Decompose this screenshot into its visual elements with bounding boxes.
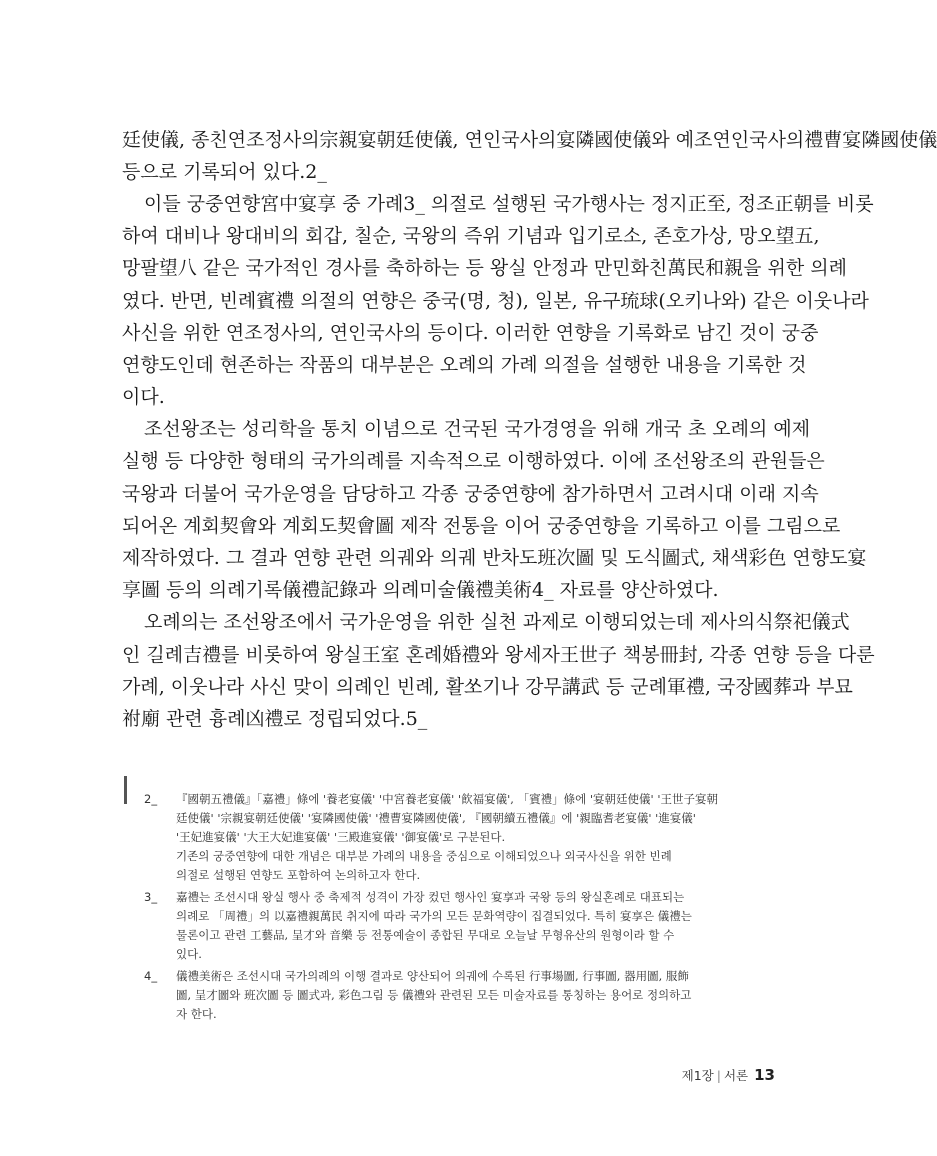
body-line: 되어온 계회契會와 계회도契會圖 제작 전통을 이어 궁중연향을 기록하고 이를 그림으로 [122, 515, 841, 537]
body-line: 였다. 반면, 빈례賓禮 의절의 연향은 중국(명, 청), 일본, 유구琉球(오키나와) 같은 이웃나라 [122, 290, 869, 312]
body-line: 국왕과 더불어 국가운영을 담당하고 각종 궁중연향에 참가하면서 고려시대 이래 지속 [122, 483, 819, 505]
body-line: 祔廟 관련 흉례凶禮로 정립되었다.5_ [122, 708, 428, 730]
footer-separator: | [716, 1068, 721, 1083]
footnote-line: '王妃進宴儀' '大王大妃進宴儀' '三殿進宴儀' '御宴儀'로 구분된다. [176, 830, 506, 844]
footnote-line: 『國朝五禮儀』「嘉禮」條에 '養老宴儀' '中宮養老宴儀' '飮福宴儀', 「賓禮」條에 '宴朝廷使儀' '王世子宴朝 [176, 792, 719, 806]
body-line: 조선왕조는 성리학을 통치 이념으로 건국된 국가경영을 위해 개국 초 오례의 예제 [144, 418, 811, 440]
body-line: 하여 대비나 왕대비의 회갑, 칠순, 국왕의 즉위 기념과 입기로소, 존호가상, 망오望五, [122, 225, 820, 247]
body-line: 실행 등 다양한 형태의 국가의례를 지속적으로 이행하였다. 이에 조선왕조의 관원들은 [122, 450, 825, 472]
footnote-line: 의절로 설행된 연향도 포함하여 논의하고자 한다. [176, 868, 421, 882]
footnote-line: 圖, 呈才圖와 班次圖 등 圖式과, 彩色그림 등 儀禮와 관련된 모든 미술자료를 통칭하는 용어로 정의하고 [176, 988, 692, 1002]
footnote-line: 嘉禮는 조선시대 왕실 행사 중 축제적 성격이 가장 컸던 행사인 宴享과 국왕 등의 왕실혼례로 대표되는 [176, 890, 685, 904]
footnote-line: 廷使儀' '宗親宴朝廷使儀' '宴隣國使儀' '禮曹宴隣國使儀', 『國朝續五禮儀』에 '親臨耆老宴儀' '進宴儀' [176, 811, 696, 825]
body-line: 연향도인데 현존하는 작품의 대부분은 오례의 가례 의절을 설행한 내용을 기록한 것 [122, 354, 807, 376]
footnote-line: 의례로 「周禮」의 以嘉禮親萬民 취지에 따라 국가의 모든 문화역량이 집결되었다. 특히 宴享은 儀禮는 [176, 909, 692, 923]
footnote-line: 儀禮美術은 조선시대 국가의례의 이행 결과로 양산되어 의궤에 수록된 行事場圖, 行事圖, 器用圖, 服飾 [176, 969, 689, 983]
footnote-number: 2_ [144, 792, 158, 806]
body-line: 망팔望八 같은 국가적인 경사를 축하하는 등 왕실 안정과 만민화친萬民和親을 위한 의례 [122, 257, 848, 279]
chapter-label: 제1장 [681, 1068, 714, 1083]
body-line: 이들 궁중연향宮中宴享 중 가례3_ 의절로 설행된 국가행사는 정지正至, 정조正朝를 비롯 [144, 193, 874, 215]
body-line: 가례, 이웃나라 사신 맞이 의례인 빈례, 활쏘기나 강무講武 등 군례軍禮, 국장國葬과 부묘 [122, 676, 853, 698]
footnote-line: 물론이고 관련 工藝品, 呈才와 音樂 등 전통예술이 종합된 무대로 오늘날 무형유산의 원형이라 할 수 [176, 928, 675, 942]
body-line: 제작하였다. 그 결과 연향 관련 의궤와 의궤 반차도班次圖 및 도식圖式, 채색彩色 연향도宴 [122, 547, 867, 569]
footnote-line: 기존의 궁중연향에 대한 개념은 대부분 가례의 내용을 중심으로 이해되었으나 외국사신을 위한 빈례 [176, 849, 672, 863]
body-line: 廷使儀, 종친연조정사의宗親宴朝廷使儀, 연인국사의宴隣國使儀와 예조연인국사의禮曹宴隣國使儀 [122, 129, 937, 151]
footnote-divider [124, 776, 127, 804]
page-footer [682, 1066, 775, 1084]
footnote-line: 있다. [176, 947, 202, 961]
section-label: 서론 [723, 1068, 749, 1083]
body-line: 오례의는 조선왕조에서 국가운영을 위한 실천 과제로 이행되었는데 제사의식祭祀儀式 [144, 611, 850, 633]
body-line: 이다. [122, 386, 165, 408]
body-line: 사신을 위한 연조정사의, 연인국사의 등이다. 이러한 연향을 기록화로 남긴 것이 궁중 [122, 322, 819, 344]
footnote-number: 3_ [144, 890, 158, 904]
body-line: 등으로 기록되어 있다.2_ [122, 161, 327, 183]
footnote-number: 4_ [144, 969, 158, 983]
page-number: 13 [754, 1066, 775, 1084]
body-line: 인 길례吉禮를 비롯하여 왕실王室 혼례婚禮와 왕세자王世子 책봉冊封, 각종 연향 등을 다룬 [122, 644, 875, 666]
body-line: 享圖 등의 의례기록儀禮記錄과 의례미술儀禮美術4_ 자료를 양산하였다. [122, 579, 719, 601]
footnote-line: 자 한다. [176, 1007, 217, 1021]
